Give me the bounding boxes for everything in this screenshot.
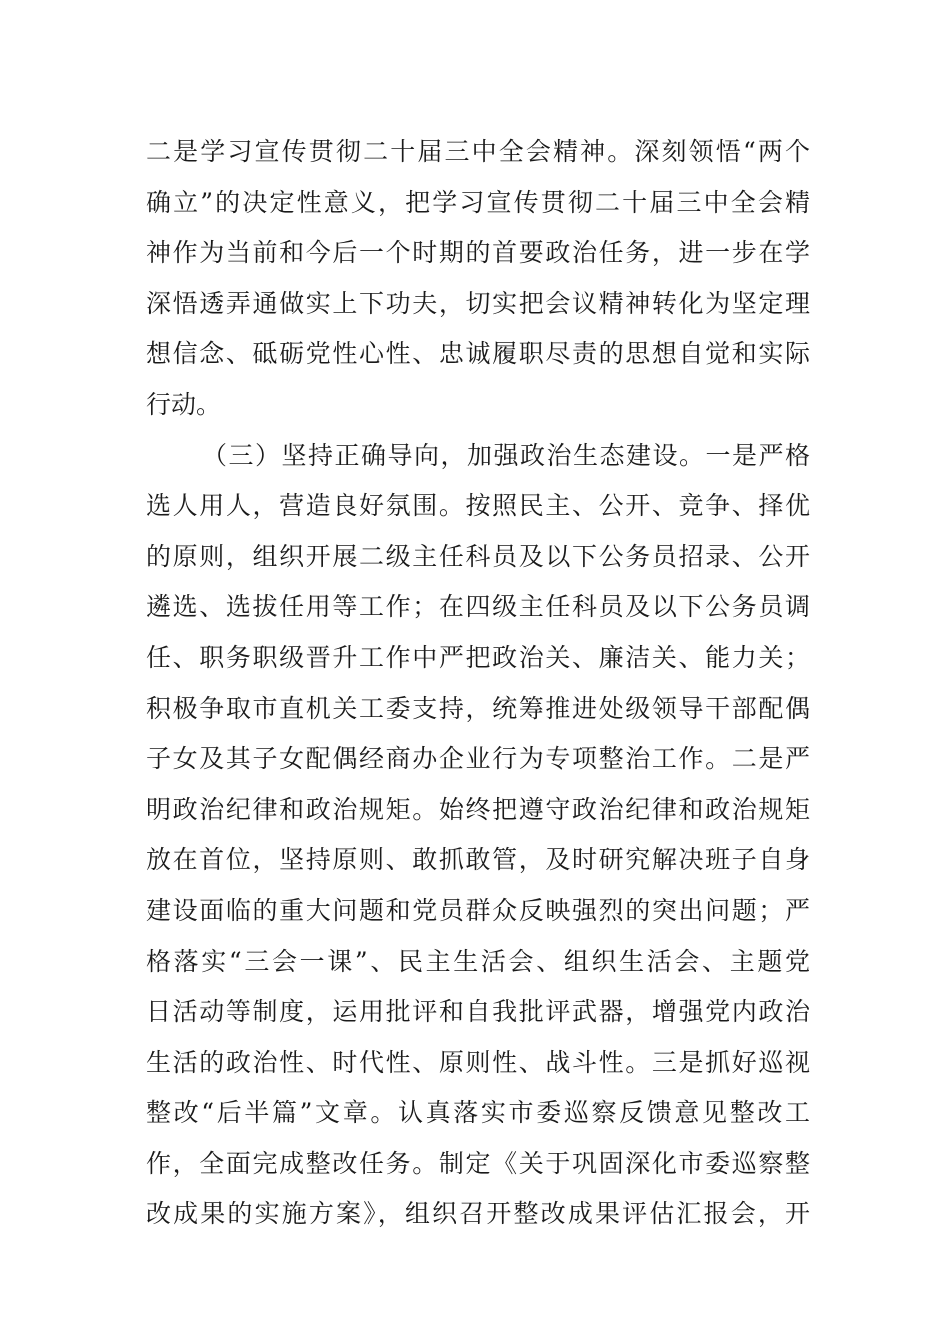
text-line: 深悟透弄通做实上下功夫，切实把会议精神转化为坚定理: [146, 288, 810, 318]
text-line: 放在首位，坚持原则、敢抓敢管，及时研究解决班子自身: [146, 845, 810, 875]
text-line: 想信念、砥砺党性心性、忠诚履职尽责的思想自觉和实际: [146, 339, 810, 369]
text-line: 遴选、选拔任用等工作；在四级主任科员及以下公务员调: [146, 592, 810, 622]
document-body: [146, 127, 810, 1240]
text-line: 子女及其子女配偶经商办企业行为专项整治工作。二是严: [146, 744, 810, 774]
text-line: 二是学习宣传贯彻二十届三中全会精神。深刻领悟“两个: [146, 137, 810, 166]
text-line: 整改“后半篇”文章。认真落实市委巡察反馈意见整改工: [146, 1098, 810, 1128]
text-line: 作，全面完成整改任务。制定《关于巩固深化市委巡察整: [146, 1148, 810, 1178]
text-line: 神作为当前和今后一个时期的首要政治任务，进一步在学: [146, 238, 810, 268]
text-line: 的原则，组织开展二级主任科员及以下公务员招录、公开: [146, 541, 810, 571]
text-line: 建设面临的重大问题和党员群众反映强烈的突出问题；严: [146, 895, 810, 925]
text-line: 任、职务职级晋升工作中严把政治关、廉洁关、能力关；: [146, 642, 810, 672]
text-line: 生活的政治性、时代性、原则性、战斗性。三是抓好巡视: [146, 1047, 810, 1077]
text-line: 选人用人，营造良好氛围。按照民主、公开、竞争、择优: [146, 491, 810, 521]
text-line: 格落实“三会一课”、民主生活会、组织生活会、主题党: [146, 946, 810, 976]
text-line: 明政治纪律和政治规矩。始终把遵守政治纪律和政治规矩: [146, 794, 810, 824]
text-line: 积极争取市直机关工委支持，统筹推进处级领导干部配偶: [146, 693, 810, 723]
text-line: 日活动等制度，运用批评和自我批评武器，增强党内政治: [146, 997, 810, 1027]
text-line: 改成果的实施方案》，组织召开整改成果评估汇报会，开: [146, 1199, 810, 1229]
text-line: 确立”的决定性意义，把学习宣传贯彻二十届三中全会精: [146, 187, 810, 217]
section-heading-line: （三）坚持正确导向，加强政治生态建设。一是严格: [202, 440, 810, 470]
text-line: 行动。: [146, 389, 222, 419]
